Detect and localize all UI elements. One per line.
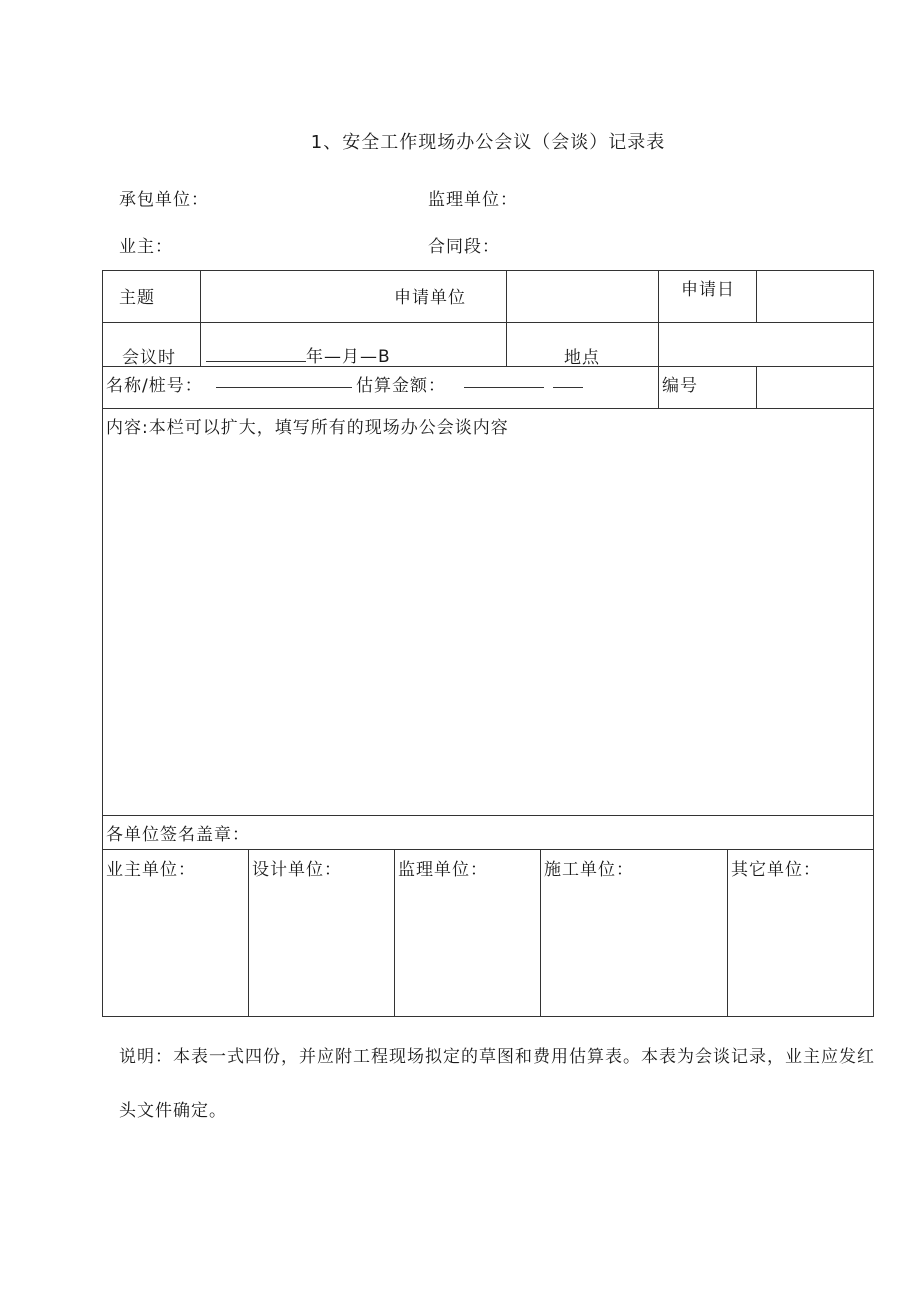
form-title: 1、安全工作现场办公会议（会谈）记录表 bbox=[310, 132, 666, 153]
name-pile-label: 名称/桩号： bbox=[106, 376, 203, 396]
content-label: 内容:本栏可以扩大，填写所有的现场办公会谈内容 bbox=[106, 418, 509, 438]
date-blank bbox=[206, 347, 306, 362]
contractor-label: 承包单位： bbox=[119, 190, 209, 210]
meeting-time-label: 会议时 bbox=[122, 348, 176, 368]
estimate-blank-2 bbox=[553, 373, 583, 388]
apply-date-label: 申请日 bbox=[681, 280, 735, 300]
estimate-blank-1 bbox=[464, 373, 544, 388]
meeting-date bbox=[206, 342, 391, 367]
location-label: 地点 bbox=[564, 348, 600, 368]
signature-label: 各单位签名盖章： bbox=[106, 825, 250, 845]
signer-owner: 业主单位： bbox=[106, 860, 196, 880]
date-month: 月— bbox=[342, 347, 378, 367]
date-day: B bbox=[378, 347, 391, 367]
estimate-label: 估算金额： bbox=[356, 376, 446, 396]
signer-supervisor: 监理单位： bbox=[398, 860, 488, 880]
signer-construction: 施工单位： bbox=[544, 860, 634, 880]
signer-design: 设计单位： bbox=[252, 860, 342, 880]
supervisor-label: 监理单位： bbox=[428, 190, 518, 210]
date-year: 年— bbox=[306, 347, 342, 367]
owner-label: 业主： bbox=[119, 237, 173, 257]
applicant-label: 申请单位 bbox=[394, 288, 466, 308]
subject-label: 主题 bbox=[119, 288, 155, 308]
contract-section-label: 合同段： bbox=[428, 237, 500, 257]
note-text: 说明：本表一式四份，并应附工程现场拟定的草图和费用估算表。本表为会谈记录，业主应发红头文件确定。 bbox=[119, 1047, 875, 1121]
name-pile-blank bbox=[216, 373, 352, 388]
number-label: 编号 bbox=[662, 376, 698, 396]
signer-other: 其它单位： bbox=[731, 860, 821, 880]
